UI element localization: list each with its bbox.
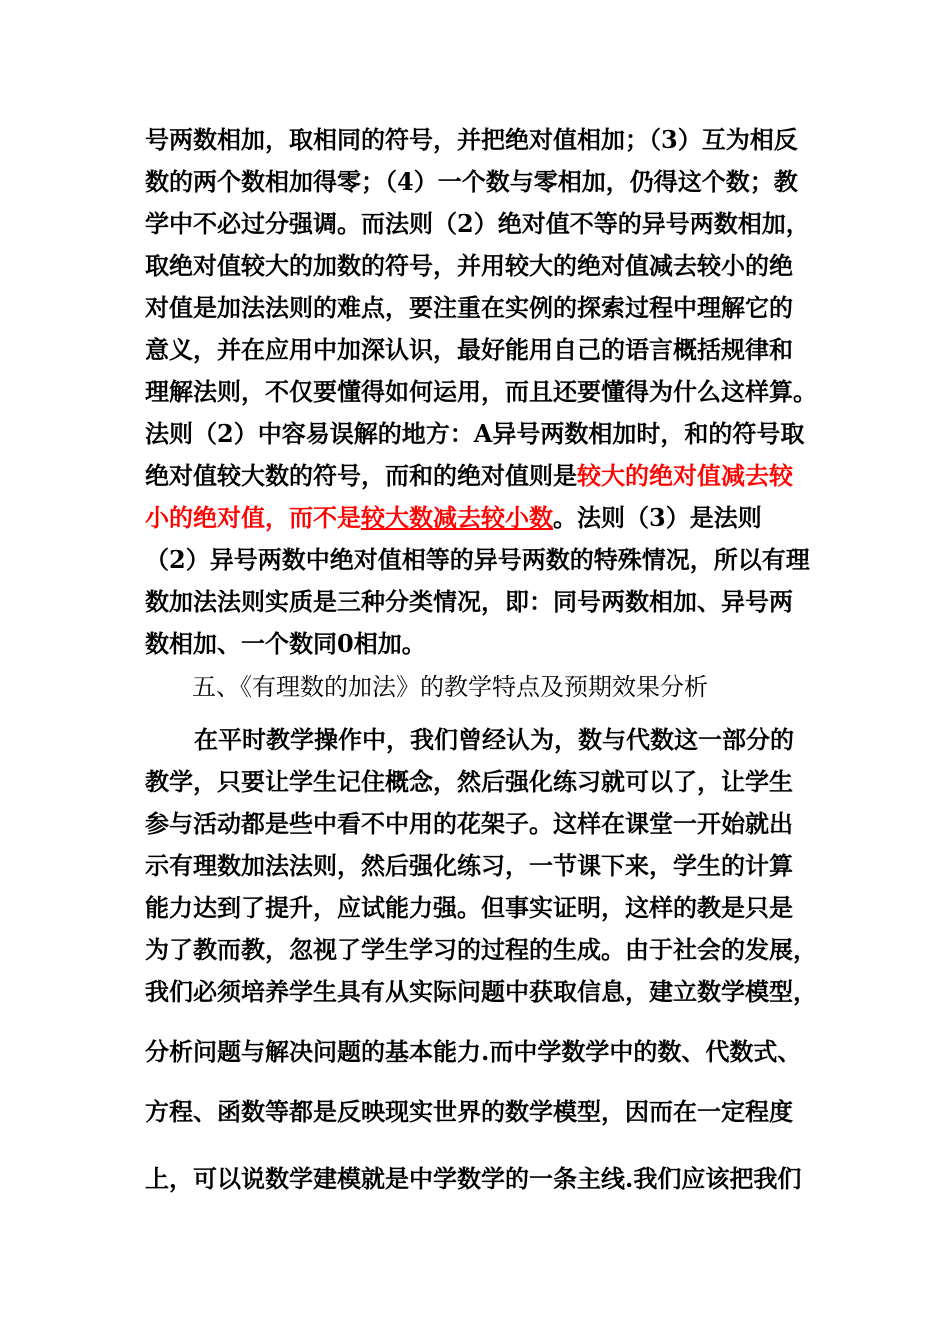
paragraph-1-line-10 [145,502,825,534]
paragraph-1-line-2: 数的两个数相加得零；（4）一个数与零相加，仍得这个数；教 [145,167,798,196]
paragraph-1-line-3: 学中不必过分强调。而法则（2）绝对值不等的异号两数相加， [145,209,810,238]
paragraph-1-line-13: 数相加、一个数同0相加。 [145,629,426,658]
paragraph-2-line-9: 方程、函数等都是反映现实世界的数学模型，因而在一定程度 [145,1097,793,1126]
paragraph-2-line-5: 能力达到了提升，应试能力强。但事实证明，这样的教是只是 [145,893,793,922]
paragraph-1-line-12: 数加法法则实质是三种分类情况，即：同号两数相加、异号两 [145,587,793,616]
paragraph-1-line-1: 号两数相加，取相同的符号，并把绝对值相加；（3）互为相反 [145,125,798,154]
red-highlight-text: 小的绝对值，而不是 [145,503,361,532]
normal-text: 绝对值较大数的符号，而和的绝对值则是 [145,461,577,490]
red-underlined-text: 较大数减去较小数 [361,503,553,532]
normal-text: 。法则（3）是法则 [553,503,762,532]
paragraph-2-line-7: 我们必须培养学生具有从实际问题中获取信息，建立数学模型， [145,977,817,1006]
paragraph-1-line-6: 意义，并在应用中加深认识，最好能用自己的语言概括规律和 [145,335,793,364]
paragraph-1-line-8: 法则（2）中容易误解的地方：A异号两数相加时，和的符号取 [145,419,805,448]
paragraph-2-line-10: 上，可以说数学建模就是中学数学的一条主线.我们应该把我们 [145,1164,802,1193]
paragraph-2-line-2: 教学，只要让学生记住概念，然后强化练习就可以了，让学生 [145,767,793,796]
paragraph-1-line-7: 理解法则，不仅要懂得如何运用，而且还要懂得为什么这样算。 [145,377,817,406]
red-highlight-text: 较大的绝对值减去较 [577,461,793,490]
paragraph-1-line-9 [145,460,825,492]
paragraph-2-line-8: 分析问题与解决问题的基本能力.而中学数学中的数、代数式、 [145,1037,802,1066]
paragraph-2-line-3: 参与活动都是些中看不中用的花架子。这样在课堂一开始就出 [145,809,793,838]
section-heading: 五、《有理数的加法》的教学特点及预期效果分析 [192,673,708,701]
paragraph-2-line-6: 为了教而教，忽视了学生学习的过程的生成。由于社会的发展， [145,935,817,964]
paragraph-1-line-4: 取绝对值较大的加数的符号，并用较大的绝对值减去较小的绝 [145,251,793,280]
paragraph-2-line-4: 示有理数加法法则，然后强化练习，一节课下来，学生的计算 [145,851,793,880]
paragraph-1-line-5: 对值是加法法则的难点，要注重在实例的探索过程中理解它的 [145,293,793,322]
paragraph-1-line-11: （2）异号两数中绝对值相等的异号两数的特殊情况，所以有理 [145,545,810,574]
paragraph-2-line-1: 在平时教学操作中，我们曾经认为，数与代数这一部分的 [194,725,794,754]
